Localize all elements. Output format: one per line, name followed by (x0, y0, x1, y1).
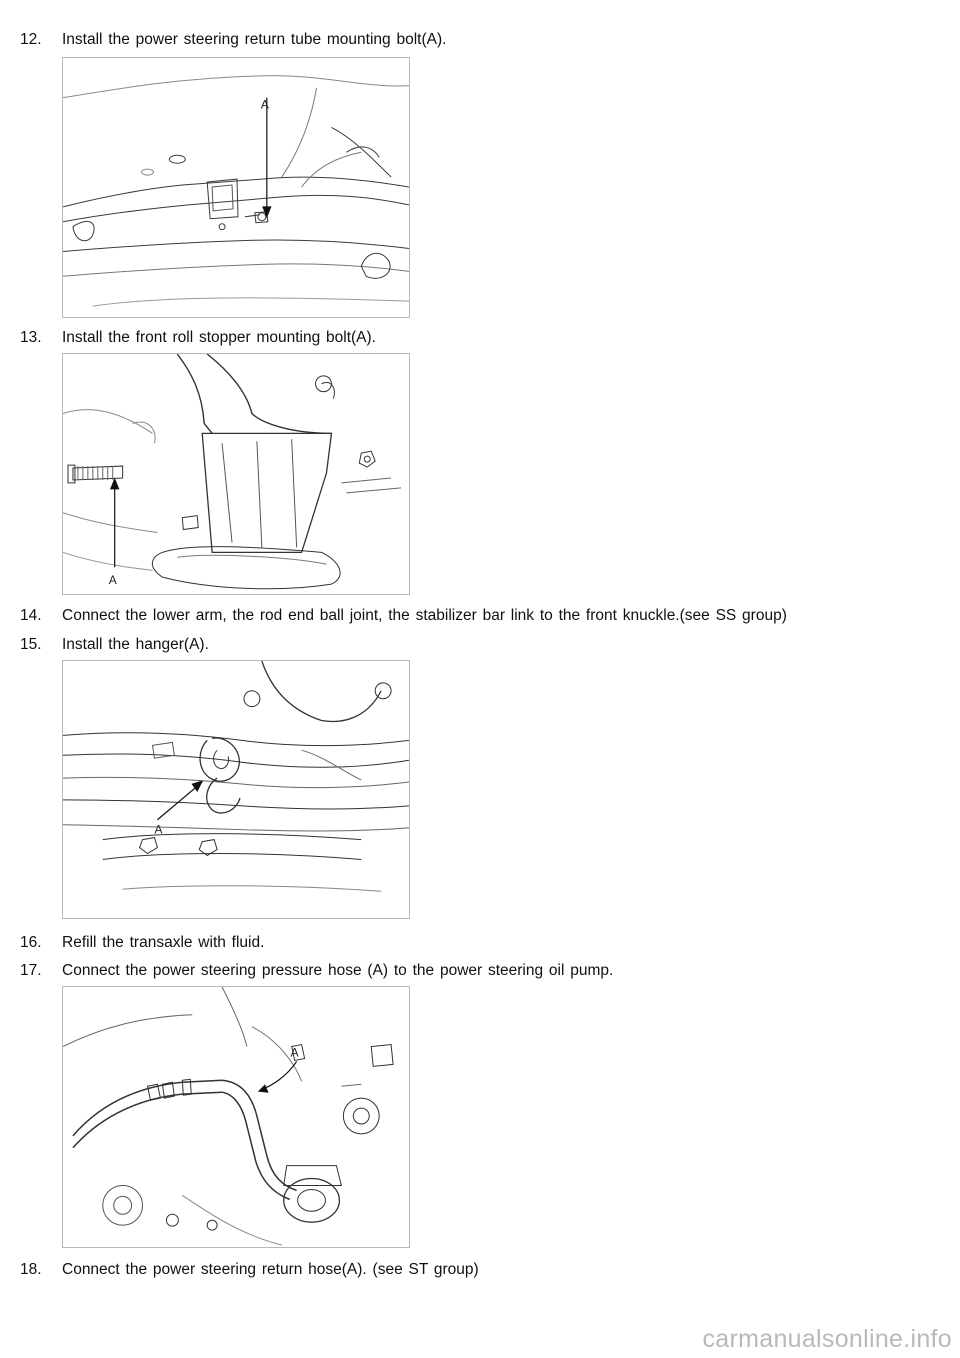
step-number: 15. (20, 636, 42, 653)
callout-label: A (260, 97, 269, 112)
step-number: 17. (20, 962, 42, 979)
step-text: Connect the power steering return hose(A). (see ST group) (62, 1261, 479, 1278)
step-text: Connect the lower arm, the rod end ball joint, the stabilizer bar link to the front knuckle.(see SS group) (62, 607, 787, 624)
step-14 (20, 606, 787, 626)
step-18 (20, 1260, 479, 1280)
step-text: Install the power steering return tube mounting bolt(A). (62, 31, 447, 48)
figure-roll-stopper-bolt (62, 353, 410, 595)
step-number: 14. (20, 607, 42, 624)
step-number: 12. (20, 31, 42, 48)
step-text: Connect the power steering pressure hose (A) to the power steering oil pump. (62, 962, 614, 979)
watermark: carmanualsonline.info (702, 1325, 952, 1353)
step-text: Install the hanger(A). (62, 636, 209, 653)
callout-label: A (290, 1045, 299, 1060)
step-text: Install the front roll stopper mounting bolt(A). (62, 329, 376, 346)
step-number: 18. (20, 1261, 42, 1278)
callout-label: A (108, 573, 117, 588)
step-13 (20, 328, 376, 348)
step-number: 13. (20, 329, 42, 346)
step-15 (20, 635, 209, 655)
figure-hanger (62, 660, 410, 919)
callout-label: A (154, 822, 163, 837)
step-12 (20, 30, 446, 50)
figure-pressure-hose (62, 986, 410, 1248)
step-17 (20, 961, 613, 981)
figure-return-tube-bolt (62, 57, 410, 318)
step-16 (20, 933, 264, 953)
step-number: 16. (20, 934, 42, 951)
step-text: Refill the transaxle with fluid. (62, 934, 265, 951)
